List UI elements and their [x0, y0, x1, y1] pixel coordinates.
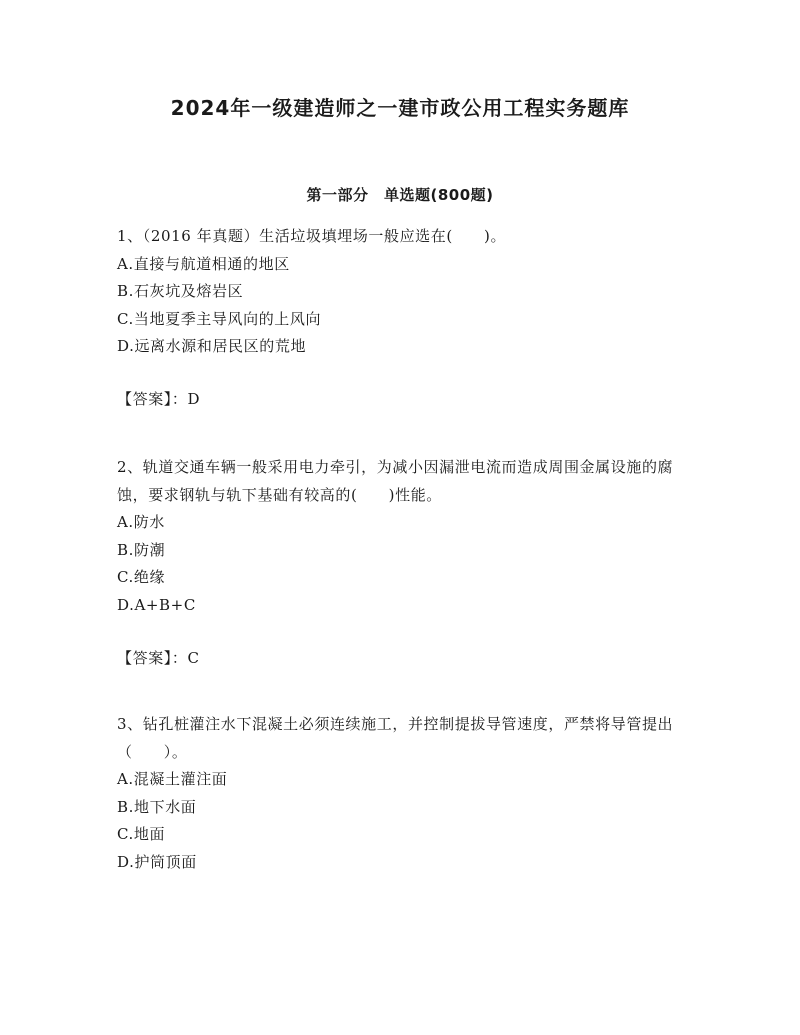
question-stem: 2、轨道交通车辆一般采用电力牵引，为减小因漏泄电流而造成周围金属设施的腐蚀，要求钢轨与轨下基础有较高的( )性能。 — [117, 458, 674, 504]
option-d: D.A+B+C — [117, 595, 196, 614]
option-c: C.绝缘 — [117, 568, 166, 586]
question-2 — [117, 454, 687, 619]
question-3 — [117, 711, 687, 876]
question-1 — [117, 223, 687, 361]
document-title: 2024年一级建造师之一建市政公用工程实务题库 — [170, 96, 630, 120]
section-heading: 第一部分 单选题(800题) — [306, 186, 494, 204]
option-b: B.石灰坑及熔岩区 — [117, 282, 244, 300]
option-a: A.直接与航道相通的地区 — [117, 254, 290, 273]
option-a: A.混凝土灌注面 — [117, 770, 228, 788]
answer-1: 【答案】：D — [117, 390, 201, 408]
answer-2: 【答案】：C — [117, 649, 200, 667]
option-c: C.地面 — [117, 825, 166, 843]
option-c: C.当地夏季主导风向的上风向 — [117, 309, 322, 328]
option-a: A.防水 — [117, 513, 166, 531]
option-d: D.远离水源和居民区的荒地 — [117, 337, 307, 355]
question-stem: 3、钻孔桩灌注水下混凝土必须连续施工，并控制提拔导管速度，严禁将导管提出（ ）。 — [117, 715, 674, 761]
question-stem: 1、（2016 年真题）生活垃圾填埋场一般应选在( )。 — [117, 227, 507, 245]
option-b: B.防潮 — [117, 540, 166, 559]
option-b: B.地下水面 — [117, 797, 197, 816]
option-d: D.护筒顶面 — [117, 852, 197, 871]
